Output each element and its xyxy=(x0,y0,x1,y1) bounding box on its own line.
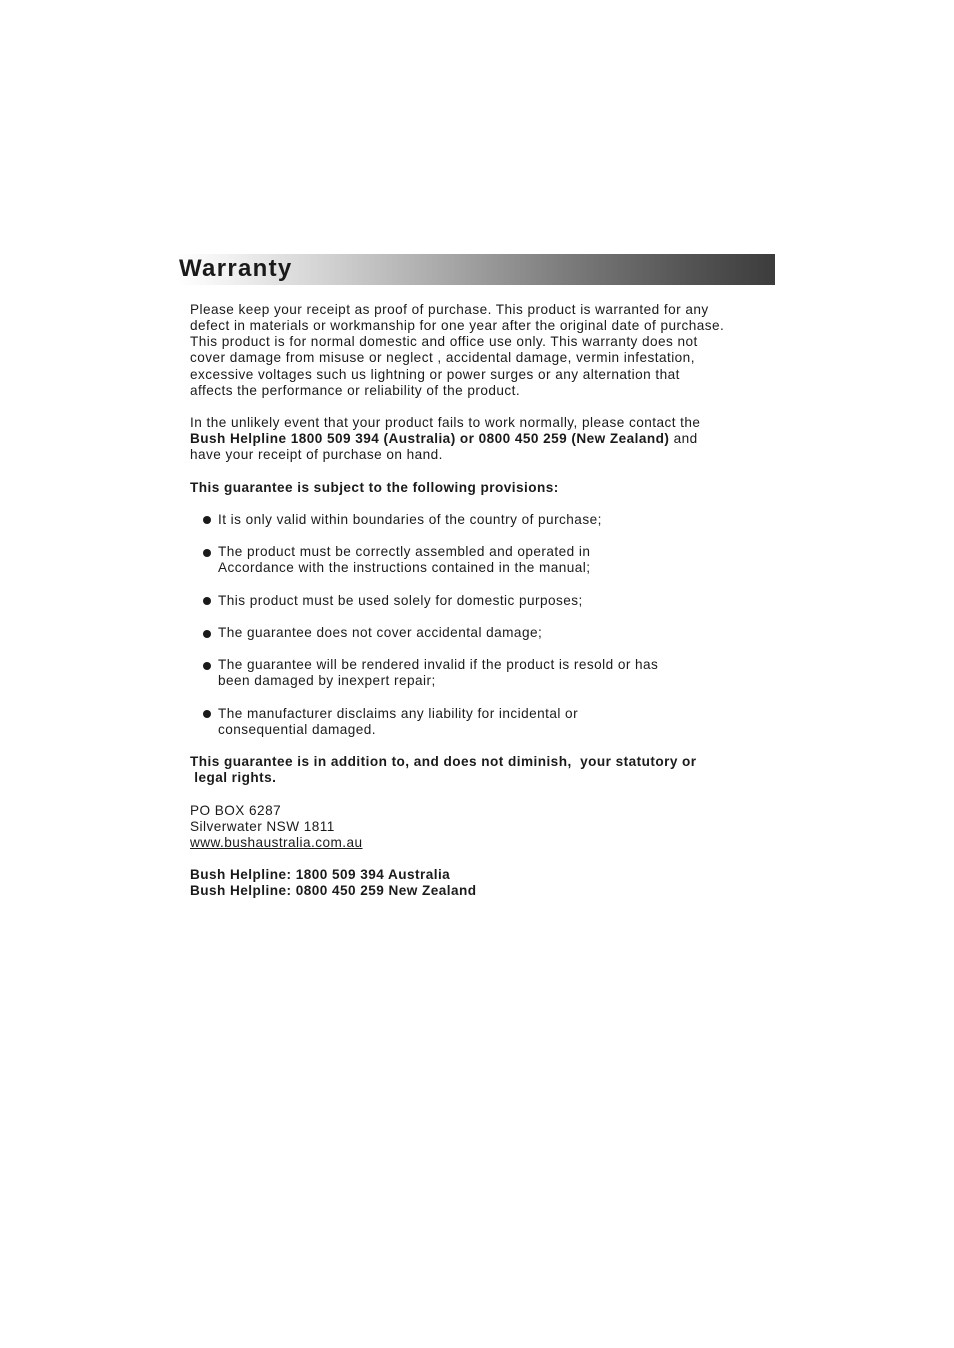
list-item xyxy=(190,657,780,689)
title-bar xyxy=(177,254,775,285)
contact-helpline-line xyxy=(190,431,780,447)
provisions-heading-text: This guarantee is subject to the following provisions: xyxy=(190,479,559,495)
provisions-heading xyxy=(190,480,780,496)
list-item xyxy=(190,706,780,738)
helpline-block xyxy=(190,867,780,899)
address-block xyxy=(190,803,780,851)
list-item xyxy=(190,625,780,641)
statutory-line: legal rights. xyxy=(190,770,277,786)
list-item-line: The guarantee will be rendered invalid if the product is resold or has xyxy=(218,657,659,673)
provisions-list xyxy=(190,512,780,738)
intro-line: defect in materials or workmanship for one year after the original date of purchase. xyxy=(190,318,725,334)
contact-line: have your receipt of purchase on hand. xyxy=(190,447,443,463)
contact-paragraph xyxy=(190,415,780,463)
statutory-line: This guarantee is in addition to, and does not diminish, your statutory or xyxy=(190,754,697,770)
list-item-line: It is only valid within boundaries of the country of purchase; xyxy=(218,511,602,527)
list-item-line: been damaged by inexpert repair; xyxy=(218,673,436,689)
website-link[interactable]: www.bushaustralia.com.au xyxy=(190,835,363,850)
statutory-rights-paragraph xyxy=(190,754,780,786)
intro-line: This product is for normal domestic and office use only. This warranty does not xyxy=(190,334,698,350)
bullet-icon xyxy=(203,630,211,638)
list-item-line: The guarantee does not cover accidental damage; xyxy=(218,625,543,641)
po-box: PO BOX 6287 xyxy=(190,802,282,818)
helpline-tail-text: and xyxy=(669,431,698,447)
bullet-icon xyxy=(203,549,211,557)
helpline-new-zealand: Bush Helpline: 0800 450 259 New Zealand xyxy=(190,883,477,899)
list-item-line: consequential damaged. xyxy=(218,721,377,737)
intro-line: cover damage from misuse or neglect , accidental damage, vermin infestation, xyxy=(190,350,695,366)
list-item-line: This product must be used solely for domestic purposes; xyxy=(218,592,583,608)
bullet-icon xyxy=(203,516,211,524)
bullet-icon xyxy=(203,662,211,670)
helpline-bold-text: Bush Helpline 1800 509 394 (Australia) or 0800 450 259 (New Zealand) xyxy=(190,431,670,447)
intro-paragraph xyxy=(190,302,780,399)
address-city: Silverwater NSW 1811 xyxy=(190,818,335,834)
list-item-line: The product must be correctly assembled and operated in xyxy=(218,544,591,560)
intro-line: excessive voltages such us lightning or power surges or any alternation that xyxy=(190,366,680,382)
list-item xyxy=(190,512,780,528)
bullet-icon xyxy=(203,710,211,718)
bullet-icon xyxy=(203,597,211,605)
list-item xyxy=(190,593,780,609)
list-item xyxy=(190,544,780,576)
page-title: Warranty xyxy=(179,255,293,282)
warranty-content xyxy=(190,302,780,916)
intro-line: Please keep your receipt as proof of purchase. This product is warranted for any xyxy=(190,302,709,317)
intro-line: affects the performance or reliability of the product. xyxy=(190,382,521,398)
contact-line: In the unlikely event that your product fails to work normally, please contact the xyxy=(190,415,701,431)
helpline-australia: Bush Helpline: 1800 509 394 Australia xyxy=(190,867,451,883)
list-item-line: The manufacturer disclaims any liability for incidental or xyxy=(218,705,579,721)
list-item-line: Accordance with the instructions contained in the manual; xyxy=(218,560,591,576)
